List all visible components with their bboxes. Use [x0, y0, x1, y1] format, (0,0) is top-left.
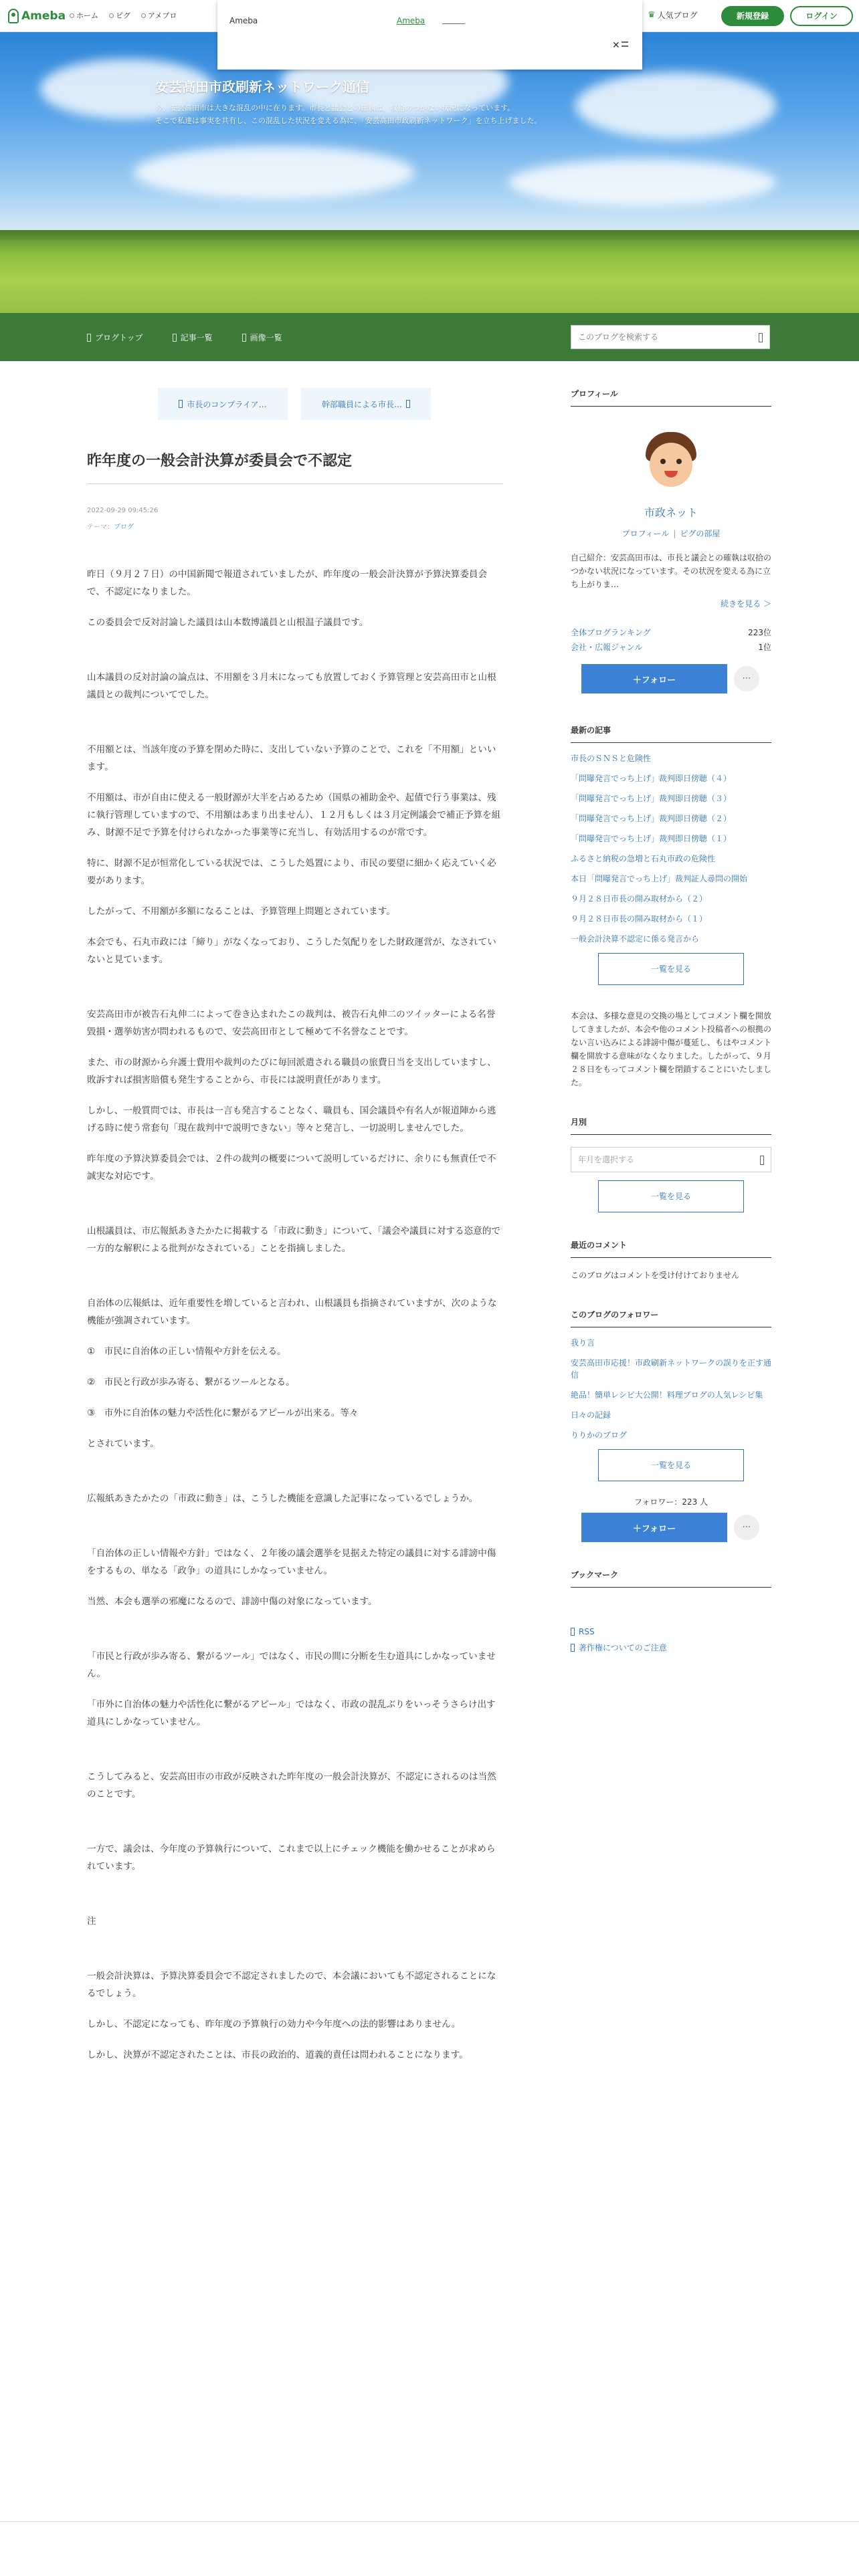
popular-blog-link[interactable] — [648, 9, 698, 21]
blog-search-input[interactable] — [571, 326, 739, 348]
entry-paragraph: 「自治体の正しい情報や方針」ではなく、２年後の議会選挙を見据えた特定の議員に対する誹謗中傷をするもの、単なる「政争」の道具にしかなっていません。 — [87, 1548, 496, 1576]
entry-theme — [87, 521, 503, 531]
follow-row — [581, 664, 771, 693]
more-options-icon[interactable]: ⋯ — [734, 666, 759, 691]
footer-divider — [0, 2521, 859, 2522]
entry-paragraph: ① 市民に自治体の正しい情報や方針を伝える。 — [87, 1346, 286, 1357]
recent-entry-link[interactable]: 市長のＳＮＳと危険性 — [571, 754, 652, 763]
nav-blog-top[interactable]: ブログトップ — [87, 332, 143, 343]
entry-paragraph: 昨日（９月２７日）の中国新聞で報道されていましたが、昨年度の一般会計決算が予算決算委員会で、不認定になりました。 — [87, 569, 488, 597]
recent-entry-link[interactable]: ９月２８日市長の開み取材から（２） — [571, 894, 708, 903]
read-more-link[interactable]: 続きを見る ＞ — [721, 599, 771, 609]
entry-main — [87, 388, 503, 2077]
crown-icon: ♛ — [648, 10, 656, 20]
avatar-eye — [660, 459, 666, 464]
document-icon — [571, 1644, 575, 1652]
entry-paragraph: したがって、不用額が多額になることは、予算管理上問題とされています。 — [87, 906, 395, 917]
ranking-label[interactable]: 会社・広報ジャンル — [571, 643, 643, 652]
recent-entry-link[interactable]: 「問曝発言でっち上げ」裁判即日傍聴（２） — [571, 814, 732, 823]
month-select-placeholder: 年月を選択する — [578, 1155, 635, 1164]
separator: | — [673, 529, 676, 538]
popular-blog-label: 人気ブログ — [657, 11, 698, 20]
follow-row — [581, 1513, 771, 1542]
recent-entry-link[interactable]: 本日「問曝発言でっち上げ」裁判証人尋問の開始 — [571, 874, 748, 883]
grass-field — [0, 239, 859, 313]
image-icon — [242, 334, 246, 342]
comment-text: このブログはコメントを受け付けておりません — [571, 1271, 740, 1280]
login-button[interactable]: ログイン — [790, 6, 853, 26]
entry-paragraph: 注 — [87, 1916, 96, 1927]
recent-heading: 最新の記事 — [571, 724, 771, 743]
entry-paragraph: しかし、一般質問では、市長は一言も発言することなく、職員も、国会議員や有名人が報道陣から逃げる時に使う常套句「現在裁判中で説明できない」等々と発言し、一切説明しませんでした。 — [87, 1105, 496, 1134]
entry-paragraph: 「市外に自治体の魅力や活性化に繋がるアピール」ではなく、市政の混乱ぶりをいっそうさらけ出す道具にしかなっていません。 — [87, 1699, 496, 1727]
blog-search — [571, 325, 770, 349]
bookmark-heading: ブックマーク — [571, 1569, 771, 1588]
follower-link[interactable]: りりかのブログ — [571, 1430, 628, 1440]
rss-icon — [571, 1628, 575, 1636]
entry-paragraph: とされています。 — [87, 1438, 159, 1449]
more-options-icon[interactable]: ⋯ — [734, 1515, 759, 1540]
amepro-icon — [141, 13, 146, 18]
avatar-eye — [676, 459, 682, 464]
entry-paragraph: この委員会で反対討論した議員は山本数博議員と山根温子議員です。 — [87, 617, 369, 628]
dropdown-popup — [217, 0, 642, 70]
ranking — [571, 625, 771, 655]
follower-count: フォロワー：223 人 — [634, 1497, 708, 1507]
top-nav-pigg[interactable]: ピグ — [109, 10, 130, 21]
prev-entry-button[interactable] — [158, 388, 288, 420]
follower-link[interactable]: 我り言 — [571, 1338, 595, 1348]
comment-section — [571, 1239, 771, 1282]
entry-theme-label: テーマ： — [87, 524, 114, 531]
cloud-shape — [508, 159, 776, 206]
home-icon — [87, 334, 91, 342]
entry-paragraph: 不用額とは、当該年度の予算を閉めた時に、支出していない予算のことで、これを「不用額」といいます。 — [87, 744, 496, 772]
popup-link[interactable]: Ameba — [397, 16, 425, 25]
rss-link[interactable]: RSS — [571, 1624, 771, 1640]
top-nav-amepro[interactable]: アメプロ — [141, 10, 177, 21]
menu-icon[interactable] — [622, 41, 628, 47]
entry-paragraph: 山本議員の反対討論の論点は、不用額を３月末になっても放置しておく予算管理と安芸高田市と山根議員との裁判についてでした。 — [87, 672, 496, 700]
entry-paragraph: 不用額は、市が自由に使える一般財源が大半を占めるため（国県の補助金や、起債で行う事業は、残に執行管理していますので、不用額はあまり出ません）、１２月もしくは３月定例議会で補正予算を組み、財源不足で予算を付けられなかった事業等に充当し、有効活用するのが常です。 — [87, 792, 501, 838]
profile-links — [571, 528, 771, 539]
popup-title: Ameba — [229, 16, 258, 25]
profile-name[interactable]: 市政ネット — [644, 506, 698, 519]
follower-link[interactable]: 安芸高田市応援！市政刷新ネットワークの誤りを正す通信 — [571, 1358, 772, 1380]
nav-entry-list[interactable]: 記事一覧 — [173, 332, 213, 343]
recent-entry-link[interactable]: 一般会計決算不認定に係る発言から — [571, 934, 700, 944]
pigg-icon — [109, 13, 114, 18]
follow-button[interactable]: ＋フォロー — [581, 1513, 727, 1542]
recent-list — [571, 752, 771, 945]
ranking-value: 1位 — [758, 643, 771, 652]
entry-date: 2022-09-29 09:45:26 — [87, 507, 159, 514]
entry-paragraph: 山根議員は、市広報紙あきたかたに掲載する「市政に動き」について、「議会や議員に対する恣意的で一方的な解釈による批判がなされている」ことを指摘しました。 — [87, 1226, 500, 1254]
bookmark-section — [571, 1569, 771, 1656]
profile-avatar[interactable] — [638, 429, 704, 496]
entry-paragraph: ③ 市外に自治体の魅力や活性化に繋がるアピールが出来る。等々 — [87, 1408, 359, 1418]
entry-theme-link[interactable]: ブログ — [114, 524, 134, 531]
blog-description-line: 今、安芸高田市は大きな混乱の中に在ります。市長と議会との確執は、収拾のつかない状況になっています。 — [155, 104, 515, 112]
entry-body — [87, 566, 503, 2064]
entry-paragraph: 昨年度の予算決算委員会では、２件の裁判の概要について説明しているだけに、余りにも無責任で不誠実な対応です。 — [87, 1154, 496, 1182]
follower-section — [571, 1309, 771, 1542]
ameba-logo-icon — [8, 9, 19, 23]
ranking-value: 223位 — [748, 628, 771, 637]
ameba-logo-text: Ameba — [21, 9, 66, 23]
monthly-section — [571, 1116, 771, 1212]
chevron-right-icon — [406, 400, 410, 408]
entry-paragraph: しかし、決算が不認定されたことは、市長の政治的、道義的責任は問われることになります。 — [87, 2050, 468, 2060]
recent-entry-link[interactable]: 「問曝発言でっち上げ」裁判即日傍聴（３） — [571, 794, 732, 803]
top-nav-home[interactable]: ホーム — [70, 10, 98, 21]
blog-title[interactable]: 安芸高田市政刷新ネットワーク通信 — [155, 79, 369, 95]
top-nav — [70, 10, 177, 21]
entry-paragraph: また、市の財源から弁護士費用や裁判のたびに毎回派遣される職員の旅費日当を支出していますし、敗訴すれば損害賠償も発生することから、市長には説明責任があります。 — [87, 1057, 496, 1085]
blog-description — [155, 102, 664, 127]
profile-intro: 自己紹介：安芸高田市は、市長と議会との確執は収拾のつかない状況になっています。その状況を変える為に立ち上がりま… — [571, 553, 772, 589]
chevron-down-icon — [760, 1156, 764, 1165]
profile-link[interactable]: プロフィール — [622, 529, 670, 538]
month-select[interactable] — [571, 1147, 771, 1172]
entry-paragraph: 本会でも、石丸市政には「締り」がなくなっており、こうした気配りをした財政運営が、なされていないと見ています。 — [87, 937, 496, 965]
recent-entry-link[interactable]: 「問曝発言でっち上げ」裁判即日傍聴（１） — [571, 834, 732, 843]
register-button[interactable]: 新規登録 — [721, 6, 784, 26]
next-entry-label: 幹部職員による市長… — [321, 399, 402, 409]
follower-list-all-button[interactable]: 一覧を見る — [598, 1449, 744, 1481]
entry-paragraph: しかし、不認定になっても、昨年度の予算執行の効力や今年度への法的影響はありません。 — [87, 2019, 461, 2030]
recent-entry-link[interactable]: ９月２８日市長の開み取材から（１） — [571, 914, 708, 924]
entry-paragraph: 特に、財源不足が恒常化している状況では、こうした処置により、市民の要望に細かく応えていく必要があります。 — [87, 858, 496, 886]
entry-title[interactable]: 昨年度の一般会計決算が委員会で不認定 — [87, 449, 503, 484]
ameba-logo[interactable] — [8, 7, 66, 25]
blog-header-image — [0, 32, 859, 313]
comment-closing-note: 本会は、多様な意見の交換の場としてコメント欄を開放してきましたが、本会や他のコメント投稿者への根拠のない言い込みによる誹謗中傷が蔓延し、もはやコメント欄を開放する意味がなくなりました。したがって、９月２８日をもってコメント欄を閉鎖することにいたしました。 — [571, 1011, 772, 1087]
follower-link[interactable]: 日々の記録 — [571, 1410, 611, 1420]
list-icon — [173, 334, 177, 342]
nav-image-list[interactable]: 画像一覧 — [242, 332, 282, 343]
monthly-list-all-button[interactable]: 一覧を見る — [598, 1180, 744, 1212]
recent-entry-link[interactable]: 「問曝発言でっち上げ」裁判即日傍聴（４） — [571, 774, 732, 783]
comment-heading: 最近のコメント — [571, 1239, 771, 1258]
search-icon[interactable] — [759, 333, 763, 342]
entry-paragraph: 安芸高田市が被告石丸伸二によって巻き込まれたこの裁判は、被告石丸伸二のツイッターによる名誉毀損・選挙妨害が問われるもので、安芸高田市として極めて不名誉なことです。 — [87, 1009, 496, 1037]
entry-paragraph: 一方で、議会は、今年度の予算執行について、これまで以上にチェック機能を働かせることが求められています。 — [87, 1844, 496, 1872]
recent-entry-link[interactable]: ふるさと納税の急増と石丸市政の危険性 — [571, 854, 716, 863]
entry-paragraph: 「市民と行政が歩み寄る、繋がるツール」ではなく、市民の間に分断を生む道具にしかなっていません。 — [87, 1651, 496, 1679]
profile-heading: プロフィール — [571, 388, 771, 407]
popup-divider — [442, 23, 465, 24]
chevron-left-icon — [179, 400, 183, 408]
ranking-label[interactable]: 全体ブログランキング — [571, 628, 651, 637]
follower-list — [571, 1337, 771, 1441]
pigg-room-link[interactable]: ピグの部屋 — [680, 529, 721, 538]
blog-description-line: そこで私達は事実を共有し、この混乱した状況を変える為に、「安芸高田市政刷新ネットワーク」を立ち上げました。 — [155, 116, 542, 125]
entry-paragraph: こうしてみると、安芸高田市の市政が反映された昨年度の一般会計決算が、不認定にされるのは当然のことです。 — [87, 1772, 496, 1800]
entry-paragraph: 自治体の広報紙は、近年重要性を増していると言われ、山根議員も指摘されていますが、次のような機能が強調されています。 — [87, 1298, 497, 1326]
cloud-shape — [134, 146, 415, 199]
recent-list-all-button[interactable]: 一覧を見る — [598, 953, 744, 985]
avatar-face — [650, 443, 692, 487]
sidebar — [571, 388, 771, 1656]
entry-paragraph: ② 市民と行政が歩み寄る、繋がるツールとなる。 — [87, 1377, 295, 1388]
bookmark-list — [571, 1624, 771, 1656]
entry-pager — [158, 388, 503, 420]
copyright-link[interactable]: 著作権についてのご注意 — [571, 1640, 771, 1656]
ranking-row — [571, 640, 771, 655]
monthly-heading: 月別 — [571, 1116, 771, 1135]
entry-paragraph: 一般会計決算は、予算決算委員会で不認定されましたので、本会議においても不認定されることになるでしょう。 — [87, 1971, 496, 1999]
ranking-row — [571, 625, 771, 640]
follower-link[interactable]: 絶品！簡単レシピ大公開！料理ブログの人気レシピ集 — [571, 1390, 763, 1400]
follower-heading: このブログのフォロワー — [571, 1309, 771, 1327]
entry-paragraph: 当然、本会も選挙の邪魔になるので、誹謗中傷の対象になっています。 — [87, 1596, 377, 1607]
next-entry-button[interactable] — [301, 388, 431, 420]
prev-entry-label: 市長のコンプライア… — [187, 399, 267, 409]
entry-paragraph: 広報紙あきたかたの「市政に動き」は、こうした機能を意識した記事になっているでしょうか。 — [87, 1493, 478, 1504]
close-icon[interactable]: ✕ — [612, 40, 620, 51]
recent-entries-section — [571, 724, 771, 985]
follow-button[interactable]: ＋フォロー — [581, 664, 727, 693]
home-icon — [70, 13, 74, 18]
